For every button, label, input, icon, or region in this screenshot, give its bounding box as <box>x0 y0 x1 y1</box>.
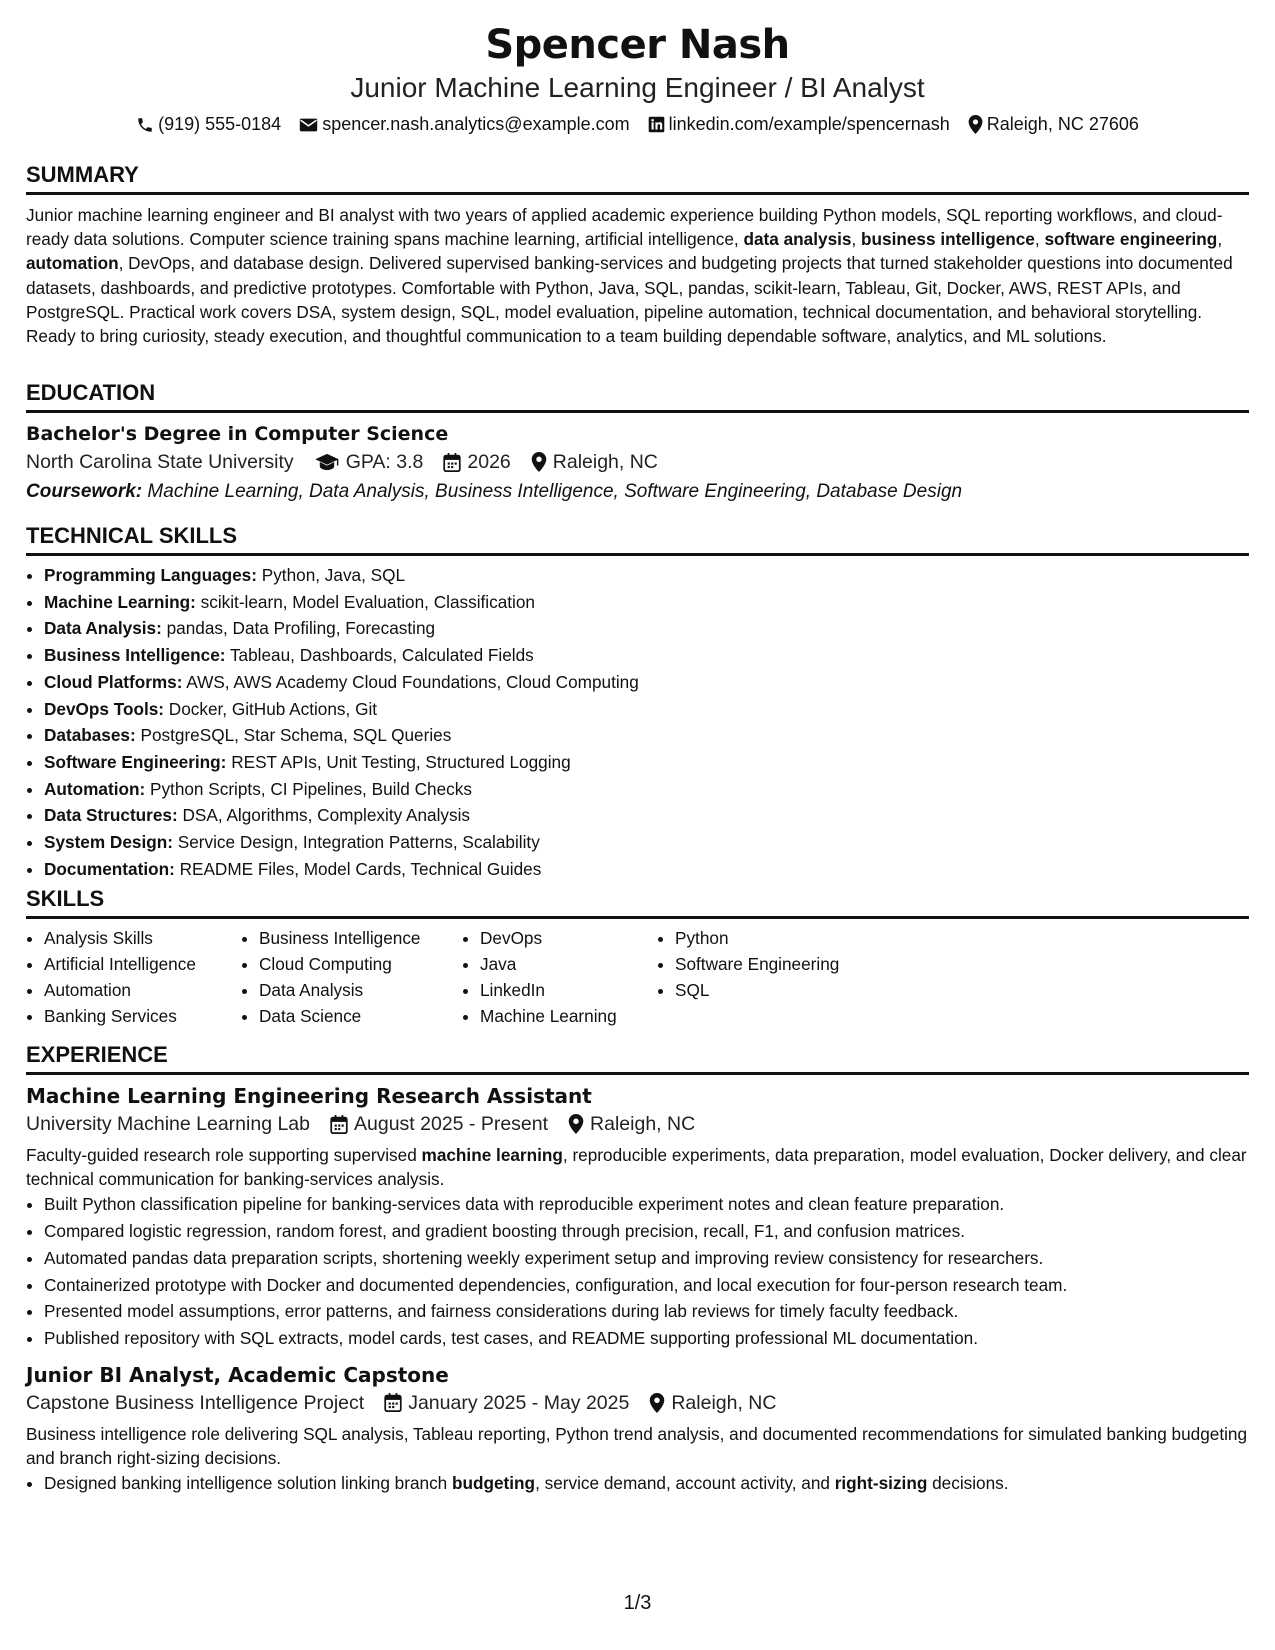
skills-column-2 <box>241 925 462 1029</box>
coursework-line <box>26 477 1249 507</box>
calendar-icon <box>384 1393 402 1412</box>
map-pin-icon <box>649 1393 665 1413</box>
map-pin-icon <box>568 1114 584 1134</box>
job-location: Raleigh, NC <box>671 1391 777 1414</box>
contact-location <box>968 114 1139 135</box>
list-item: • SQL <box>675 977 895 1003</box>
list-item: • Cloud Platforms: AWS, AWS Academy Cloud Foundations, Cloud Computing <box>44 669 1249 696</box>
list-item: • Automation <box>44 977 241 1003</box>
phone-text: (919) 555-0184 <box>158 114 282 134</box>
list-item: • LinkedIn <box>480 977 657 1003</box>
job-bullets <box>26 1191 1249 1351</box>
job-bullets <box>26 1470 1249 1497</box>
job-description: Faculty-guided research role supporting supervised machine learning, reproducible experiments, data preparation, model evaluation, Docker delivery, and clear technical communication for banking-services analysis. <box>26 1145 1247 1190</box>
education-meta <box>26 447 1249 477</box>
gpa-text: GPA: 3.8 <box>345 451 424 473</box>
section-heading: EDUCATION <box>26 380 1249 413</box>
section-heading: SKILLS <box>26 886 1249 919</box>
contact-linkedin[interactable] <box>648 114 950 135</box>
experience-section <box>26 1042 1249 1497</box>
list-item: • Analysis Skills <box>44 925 241 951</box>
list-item: • Databases: PostgreSQL, Star Schema, SQL Queries <box>44 722 1249 749</box>
calendar-icon <box>443 453 461 472</box>
location-text: Raleigh, NC 27606 <box>986 114 1139 134</box>
job-description: Business intelligence role delivering SQL analysis, Tableau reporting, Python trend analysis, and documented recommendations for simulated banking budgeting and branch right-sizing decisions. <box>26 1423 1248 1468</box>
envelope-icon <box>299 117 318 133</box>
contact-email[interactable] <box>299 114 629 135</box>
map-pin-icon <box>531 452 547 472</box>
list-item: • Containerized prototype with Docker and documented dependencies, configuration, and local execution for four-person research team. <box>44 1272 1249 1299</box>
candidate-role: Junior Machine Learning Engineer / BI Analyst <box>350 72 925 103</box>
contact-phone <box>136 114 281 135</box>
list-item: • Machine Learning: scikit-learn, Model Evaluation, Classification <box>44 589 1249 616</box>
summary-section <box>26 162 1249 348</box>
job-dates: January 2025 - May 2025 <box>408 1391 630 1414</box>
job-location: Raleigh, NC <box>590 1113 696 1135</box>
contact-line <box>26 114 1249 135</box>
list-item: • DevOps <box>480 925 657 951</box>
job-org: University Machine Learning Lab <box>26 1113 310 1135</box>
candidate-name: Spencer Nash <box>485 22 790 68</box>
list-item: • Python <box>675 925 895 951</box>
section-heading: EXPERIENCE <box>26 1042 1249 1075</box>
list-item: • DevOps Tools: Docker, GitHub Actions, Git <box>44 696 1249 723</box>
skills-columns <box>26 925 1249 1029</box>
list-item: • System Design: Service Design, Integration Patterns, Scalability <box>44 829 1249 856</box>
list-item: • Programming Languages: Python, Java, SQL <box>44 562 1249 589</box>
education-section <box>26 380 1249 507</box>
list-item: • Published repository with SQL extracts, model cards, test cases, and README supporting professional ML documentation. <box>44 1325 1249 1352</box>
list-item: • Automation: Python Scripts, CI Pipelines, Build Checks <box>44 776 1249 803</box>
list-item: • Artificial Intelligence <box>44 951 241 977</box>
list-item: • Business Intelligence <box>259 925 462 951</box>
calendar-icon <box>330 1115 348 1134</box>
job-meta <box>26 1388 1249 1418</box>
technical-skills-section <box>26 523 1249 882</box>
coursework-list: Machine Learning, Data Analysis, Business Intelligence, Software Engineering, Database Design <box>147 481 963 502</box>
job-meta <box>26 1109 1249 1139</box>
coursework-label: Coursework: <box>26 481 143 502</box>
list-item: • Business Intelligence: Tableau, Dashboards, Calculated Fields <box>44 642 1249 669</box>
list-item: • Data Analysis <box>259 977 462 1003</box>
list-item: • Banking Services <box>44 1003 241 1029</box>
school-name: North Carolina State University <box>26 451 294 473</box>
skills-column-4 <box>657 925 895 1029</box>
list-item: • Automated pandas data preparation scripts, shortening weekly experiment setup and improving review consistency for researchers. <box>44 1245 1249 1272</box>
page-number: 1/3 <box>623 1592 652 1614</box>
technical-skills-list <box>26 562 1249 882</box>
list-item: • Cloud Computing <box>259 951 462 977</box>
graduation-year: 2026 <box>467 451 511 473</box>
linkedin-text[interactable]: linkedin.com/example/spencernash <box>668 114 950 134</box>
email-text[interactable]: spencer.nash.analytics@example.com <box>322 114 630 134</box>
job-dates: August 2025 - Present <box>354 1113 549 1135</box>
list-item: • Software Engineering <box>675 951 895 977</box>
section-heading: SUMMARY <box>26 162 1249 195</box>
skills-column-1 <box>26 925 241 1029</box>
list-item: • Data Structures: DSA, Algorithms, Complexity Analysis <box>44 802 1249 829</box>
list-item: • Documentation: README Files, Model Cards, Technical Guides <box>44 856 1249 883</box>
list-item: • Data Science <box>259 1003 462 1029</box>
skills-column-3 <box>462 925 657 1029</box>
list-item: • Compared logistic regression, random forest, and gradient boosting through precision, recall, F1, and confusion matrices. <box>44 1218 1249 1245</box>
phone-icon <box>136 116 154 134</box>
map-pin-icon <box>968 115 983 134</box>
list-item: • Software Engineering: REST APIs, Unit Testing, Structured Logging <box>44 749 1249 776</box>
list-item: • Java <box>480 951 657 977</box>
linkedin-icon <box>648 116 665 133</box>
graduation-cap-icon <box>314 453 340 471</box>
list-item: • Data Analysis: pandas, Data Profiling, Forecasting <box>44 615 1249 642</box>
degree-title: Bachelor's Degree in Computer Science <box>26 423 449 445</box>
list-item: • Designed banking intelligence solution linking branch budgeting, service demand, account activity, and right-sizing decisions. <box>44 1470 1249 1497</box>
summary-text: Junior machine learning engineer and BI analyst with two years of applied academic experience building Python models, SQL reporting workflows, and cloud-ready data solutions. Computer science training spans machine learning, artificial intelligence, data analysis, business intelligence, software engineering, automation, DevOps, and database design. Delivered supervised banking-services and budgeting projects that turned stakeholder questions into documented datasets, dashboards, and predictive prototypes. Comfortable with Python, Java, SQL, pandas, scikit-learn, Tableau, Git, Docker, AWS, REST APIs, and PostgreSQL. Practical work covers DSA, system design, SQL, model evaluation, pipeline automation, technical documentation, and behavioral storytelling. Ready to bring curiosity, steady execution, and thoughtful communication to a team building dependable software, analytics, and ML solutions. <box>26 205 1233 347</box>
job-org: Capstone Business Intelligence Project <box>26 1391 365 1414</box>
list-item: • Built Python classification pipeline for banking-services data with reproducible experiment notes and clean feature preparation. <box>44 1191 1249 1218</box>
job-title: Junior BI Analyst, Academic Capstone <box>26 1362 449 1387</box>
school-location: Raleigh, NC <box>552 451 658 473</box>
job-title: Machine Learning Engineering Research Assistant <box>26 1084 592 1108</box>
list-item: • Machine Learning <box>480 1003 657 1029</box>
skills-section <box>26 886 1249 1029</box>
list-item: • Presented model assumptions, error patterns, and fairness considerations during lab reviews for timely faculty feedback. <box>44 1298 1249 1325</box>
section-heading: TECHNICAL SKILLS <box>26 523 1249 556</box>
